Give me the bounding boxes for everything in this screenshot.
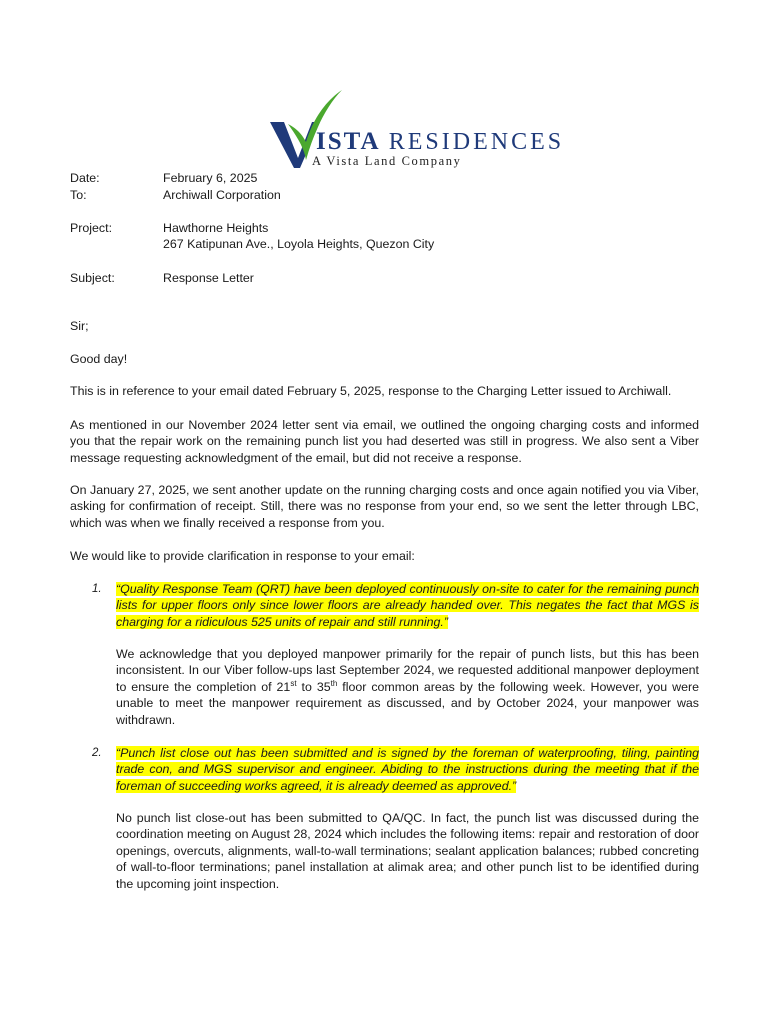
logo-tagline: A Vista Land Company — [312, 154, 462, 168]
greeting: Good day! — [70, 352, 128, 366]
date-value: February 6, 2025 — [163, 171, 258, 185]
to-label: To: — [70, 188, 87, 202]
item-2-quote: “Punch list close out has been submitted and is signed by the foreman of waterproofing, tiling, painting trade con, and MGS supervisor and engineer. Abiding to the instructions during the meeting that if the foreman of succeeding works agreed, it is already deemed as approved.” — [116, 746, 699, 793]
vista-residences-logo — [268, 88, 565, 172]
item-1-response: We acknowledge that you deployed manpower primarily for the repair of punch lists, but this has been inconsistent. In our Viber follow-ups last September 2024, we requested additional manpower deployment to ensure the completion of 21st to 35th floor common areas by the following week. However, you were unable to meet the manpower requirement as discussed, and by October 2024, your manpower was withdrawn. — [116, 647, 699, 727]
date-label: Date: — [70, 171, 100, 185]
to-value: Archiwall Corporation — [163, 188, 281, 202]
item-2-response: No punch list close-out has been submitted to QA/QC. In fact, the punch list was discussed during the coordination meeting on August 28, 2024 which includes the following items: repair and restoration of door openings, overcuts, alignments, wall-to-wall terminations; sealant application balances; rubbed concreting of wall-to-floor terminations; panel installation at alimak area; and other punch list to be identified during the upcoming joint inspection. — [116, 811, 699, 891]
paragraph-november-letter: As mentioned in our November 2024 letter sent via email, we outlined the ongoing charging costs and informed you that the repair work on the remaining punch list you had deserted was still in progress. We also sent a Viber message requesting acknowledgment of the email, but did not receive a response. — [70, 418, 699, 465]
project-label: Project: — [70, 221, 113, 235]
project-address: 267 Katipunan Ave., Loyola Heights, Quezon City — [163, 237, 435, 251]
subject-value: Response Letter — [163, 271, 254, 285]
salutation: Sir; — [70, 319, 89, 333]
item-number-1: 1. — [92, 583, 102, 595]
paragraph-january-update: On January 27, 2025, we sent another update on the running charging costs and once again notified you via Viber, asking for confirmation of receipt. Still, there was no response from your end, so we sent the letter through LBC, which was when we finally received a response from you. — [70, 483, 699, 530]
project-name: Hawthorne Heights — [163, 221, 269, 235]
item-number-2: 2. — [92, 747, 102, 759]
paragraph-reference: This is in reference to your email dated February 5, 2025, response to the Charging Letter issued to Archiwall. — [70, 384, 672, 398]
paragraph-clarification-intro: We would like to provide clarification in response to your email: — [70, 549, 415, 563]
item-1-quote: “Quality Response Team (QRT) have been deployed continuously on-site to cater for the remaining punch lists for upper floors only since lower floors are already handed over. This negates the fact that MGS is charging for a ridiculous 525 units of repair and still running.” — [116, 582, 699, 629]
subject-label: Subject: — [70, 271, 115, 285]
logo-wordmark: ISTA RESIDENCES — [316, 128, 565, 155]
